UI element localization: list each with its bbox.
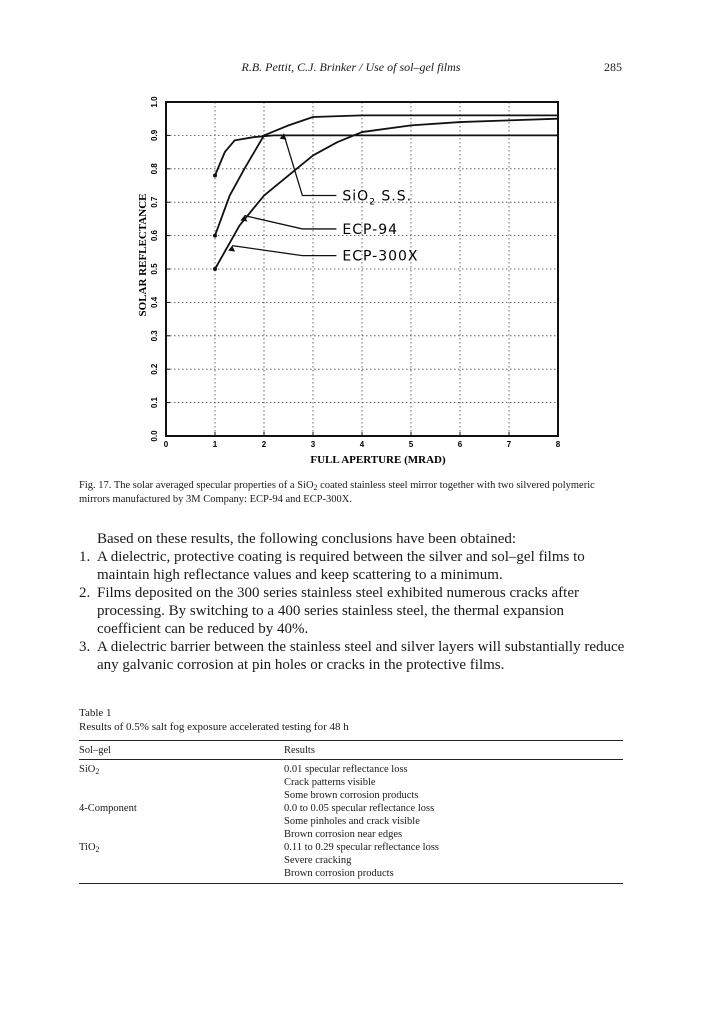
figure-caption: [79, 479, 627, 507]
conclusion-text: A dielectric, protective coating is required between the silver and sol–gel films to maintain high reflectance values and keep scattering to a minimum.: [97, 549, 585, 583]
table-row: [79, 854, 623, 867]
conclusion-number: 2.: [79, 585, 91, 601]
table-label: Table 1: [79, 707, 112, 719]
results-table: [79, 740, 623, 884]
y-tick-label: 0.4: [150, 296, 159, 308]
y-tick-label: 0.2: [150, 363, 159, 375]
x-axis-label: FULL APERTURE (MRAD): [310, 454, 446, 466]
table-row: [79, 841, 623, 854]
annotation-label: [342, 249, 418, 265]
y-tick-label: 0.9: [150, 129, 159, 141]
material-cell: [79, 802, 284, 815]
table-row: [79, 802, 623, 815]
conclusions-intro: Based on these results, the following conclusions have been obtained:: [97, 531, 517, 547]
y-tick-label: 0.0: [150, 430, 159, 442]
page-number: 285: [604, 60, 622, 74]
conclusion-text: Films deposited on the 300 series stainless steel exhibited numerous cracks after processing. By switching to a 400 series stainless steel, the thermal expansion coefficient can be reduced by 40%.: [97, 585, 579, 637]
data-point: [213, 267, 217, 271]
y-tick-label: 0.3: [150, 330, 159, 342]
annotation-text: ECP-94: [342, 221, 399, 238]
conclusion-item: [79, 548, 627, 584]
annotation-label: [342, 222, 398, 238]
annotation-text: ECP-300X: [342, 248, 419, 265]
table-row: [79, 776, 623, 789]
conclusion-number: 1.: [79, 549, 91, 565]
annotation-leader: [244, 216, 336, 229]
caption-pre: Fig. 17. The solar averaged specular properties of a SiO: [79, 480, 314, 491]
y-tick-label: 0.8: [150, 163, 159, 175]
series-line-sio2-ss: [215, 135, 558, 175]
y-axis-label: SOLAR REFLECTANCE: [137, 193, 149, 317]
result-cell: 0.11 to 0.29 specular reflectance loss: [284, 842, 440, 853]
result-cell: 0.0 to 0.05 specular reflectance loss: [284, 803, 435, 814]
table-header-row: [79, 741, 623, 760]
x-tick-label: 1: [212, 440, 218, 449]
x-tick-label: 3: [310, 440, 316, 449]
material-subscript: 2: [95, 844, 100, 854]
x-tick-label: 8: [555, 440, 561, 449]
material-name: SiO: [79, 764, 96, 775]
table-row: [79, 828, 623, 841]
reflectance-chart: [0, 0, 702, 475]
running-header: R.B. Pettit, C.J. Brinker / Use of sol–gel films: [241, 60, 461, 74]
annotation-text: SiO: [342, 188, 370, 205]
conclusion-number: 3.: [79, 639, 91, 655]
table-row: [79, 789, 623, 802]
result-cell: Brown corrosion near edges: [284, 829, 403, 840]
result-cell: Some brown corrosion products: [284, 790, 419, 801]
x-tick-label: 0: [163, 440, 169, 449]
y-tick-label: 0.1: [150, 397, 159, 409]
result-cell: Some pinholes and crack visible: [284, 816, 420, 827]
material-name: 4-Component: [79, 803, 137, 814]
y-tick-label: 0.7: [150, 196, 159, 208]
result-cell: Severe cracking: [284, 855, 352, 866]
table-row: [79, 815, 623, 828]
x-tick-label: 6: [457, 440, 463, 449]
conclusion-item: [79, 638, 627, 674]
y-tick-label: 0.6: [150, 230, 159, 242]
conclusion-text: A dielectric barrier between the stainless steel and silver layers will substantially reduce any galvanic corrosion at pin holes or cracks in the protective films.: [97, 639, 625, 673]
x-tick-label: 5: [408, 440, 414, 449]
table-row: [79, 867, 623, 883]
table-row: [79, 760, 623, 777]
x-tick-label: 2: [261, 440, 267, 449]
column-header-solgel: Sol–gel: [79, 741, 284, 760]
table-caption: Results of 0.5% salt fog exposure accelerated testing for 48 h: [79, 721, 349, 733]
annotation-suffix: S.S.: [375, 188, 413, 205]
data-point: [213, 234, 217, 238]
y-tick-label: 1.0: [150, 96, 159, 108]
result-cell: 0.01 specular reflectance loss: [284, 764, 408, 775]
annotation-leader: [284, 134, 337, 196]
data-point: [213, 173, 217, 177]
material-cell: [79, 841, 284, 854]
conclusion-item: [79, 584, 627, 638]
caption-post: coated stainless steel mirror together with two silvered polymeric mirrors manufactured by 3M Company: ECP-94 and ECP-300X.: [79, 480, 595, 505]
column-header-results: Results: [284, 741, 623, 760]
series-line-ecp-94: [215, 115, 558, 235]
caption-sub: 2: [313, 482, 318, 492]
y-tick-label: 0.5: [150, 263, 159, 275]
x-tick-label: 7: [506, 440, 512, 449]
material-subscript: 2: [95, 766, 100, 776]
annotation-leader: [232, 246, 336, 256]
annotation-label: [342, 189, 412, 208]
conclusions-list: [79, 548, 627, 674]
annotation-subscript: 2: [369, 197, 376, 208]
material-name: TiO: [79, 842, 96, 853]
x-tick-label: 4: [359, 440, 365, 449]
result-cell: Crack patterns visible: [284, 777, 376, 788]
result-cell: Brown corrosion products: [284, 868, 394, 879]
material-cell: [79, 760, 284, 777]
